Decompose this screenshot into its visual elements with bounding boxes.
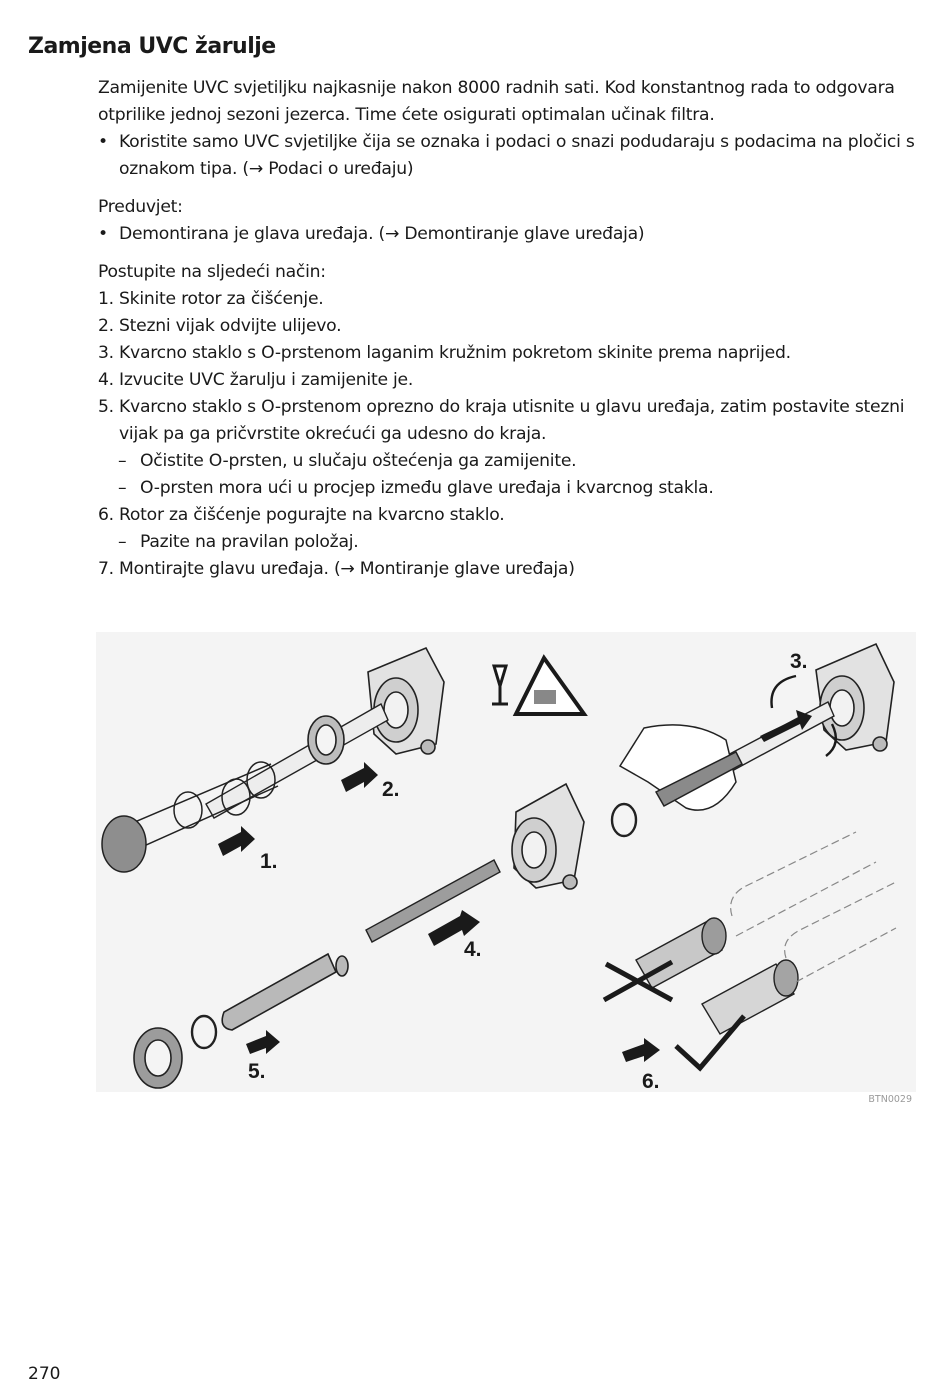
step-subitem — [98, 529, 918, 556]
step-text: Skinite rotor za čišćenje. — [119, 289, 324, 309]
procedure-label: Postupite na sljedeći način: — [98, 262, 326, 282]
uvc-replacement-illustration — [96, 632, 916, 1107]
figure-step-label: 2. — [382, 778, 400, 801]
step-number: 6. — [98, 505, 114, 525]
figure-step-label: 4. — [464, 938, 482, 961]
bullet-marker: • — [98, 132, 108, 152]
step-number: 7. — [98, 559, 114, 579]
step-number: 4. — [98, 370, 114, 390]
step-text: Montirajte glavu uređaja. (→ Montiranje glave uređaja) — [119, 559, 575, 579]
step-number: 2. — [98, 316, 114, 336]
step-subitem-text: O-prsten mora ući u procjep između glave uređaja i kvarcnog stakla. — [140, 478, 714, 498]
figure-step-label: 5. — [248, 1060, 266, 1083]
step-item — [98, 367, 918, 394]
step-text: Izvucite UVC žarulju i zamijenite je. — [119, 370, 414, 390]
clamp-ring-icon — [308, 716, 344, 764]
intro-paragraph: Zamijenite UVC svjetiljku najkasnije nakon 8000 radnih sati. Kod konstantnog rada to odgovara otprilike jednoj sezoni jezerca. Time ćete osigurati optimalan učinak filtra. — [98, 78, 895, 125]
figure-step-label: 3. — [790, 650, 808, 673]
precondition-label: Preduvjet: — [98, 197, 183, 217]
step-text: Stezni vijak odvijte ulijevo. — [119, 316, 342, 336]
dash-marker: – — [118, 478, 127, 498]
step-subitem — [98, 448, 918, 475]
step-number: 3. — [98, 343, 114, 363]
figure-step-label: 1. — [260, 850, 278, 873]
step-text: Kvarcno staklo s O-prstenom laganim kružnim pokretom skinite prema naprijed. — [119, 343, 791, 363]
precondition-bullet-text: Demontirana je glava uređaja. (→ Demontiranje glave uređaja) — [119, 224, 645, 244]
step-item — [98, 340, 918, 367]
step-item — [98, 502, 918, 529]
page-number: 270 — [28, 1364, 61, 1384]
dash-marker: – — [118, 532, 127, 552]
page-title: Zamjena UVC žarulje — [28, 34, 276, 59]
precondition-bullet — [98, 221, 918, 248]
clamp-ring-icon — [134, 1028, 182, 1088]
step-subitem-text: Pazite na pravilan položaj. — [140, 532, 359, 552]
step-item — [98, 313, 918, 340]
figure-code: BTN0029 — [868, 1094, 912, 1105]
step-item — [98, 556, 918, 583]
step-number: 1. — [98, 289, 114, 309]
note-bullet — [98, 129, 918, 183]
bullet-marker: • — [98, 224, 108, 244]
instruction-text — [98, 75, 918, 583]
figure-background — [96, 632, 916, 1092]
dash-marker: – — [118, 451, 127, 471]
step-subitem-text: Očistite O-prsten, u slučaju oštećenja ga zamijenite. — [140, 451, 577, 471]
figure-step-label: 6. — [642, 1070, 660, 1093]
step-text: Kvarcno staklo s O-prstenom oprezno do kraja utisnite u glavu uređaja, zatim postavite stezni vijak pa ga pričvrstite okrećući ga udesno do kraja. — [119, 397, 905, 444]
note-bullet-text: Koristite samo UVC svjetiljke čija se oznaka i podaci o snazi podudaraju s podacima na pločici s oznakom tipa. (→ Podaci o uređaju) — [119, 132, 915, 179]
step-item — [98, 286, 918, 313]
step-number: 5. — [98, 397, 114, 417]
step-subitem — [98, 475, 918, 502]
step-text: Rotor za čišćenje pogurajte na kvarcno staklo. — [119, 505, 505, 525]
step-item — [98, 394, 918, 448]
